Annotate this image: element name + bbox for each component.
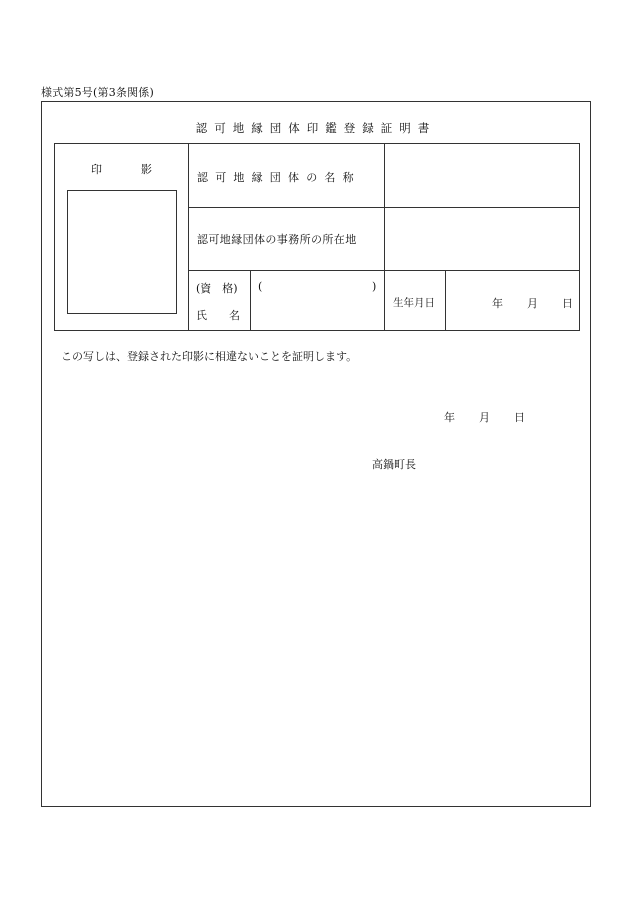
table-divider: [445, 270, 446, 330]
table-divider: [188, 144, 189, 330]
representative-name-label: 氏 名: [196, 309, 240, 322]
birthdate-label: 生年月日: [393, 297, 435, 309]
birthdate-year-label: 年: [492, 297, 503, 310]
issue-month-label: 月: [479, 411, 490, 424]
birthdate-day-label: 日: [562, 297, 573, 310]
issue-date: [444, 409, 525, 425]
seal-impression-label: 印 影: [91, 163, 166, 176]
registration-table: [54, 143, 580, 331]
table-divider: [384, 144, 385, 330]
certificate-frame: [41, 101, 591, 807]
qualification-label: (資 格): [196, 282, 238, 295]
form-number: 様式第5号(第3条関係): [41, 86, 154, 99]
document-title: 認可地縁団体印鑑登録証明書: [195, 121, 437, 135]
office-address-label: 認可地縁団体の事務所の所在地: [197, 233, 357, 246]
certification-statement: この写しは、登録された印影に相違ないことを証明します。: [61, 350, 358, 363]
qualification-paren-close: ): [372, 280, 377, 293]
table-divider: [188, 207, 579, 208]
table-divider: [250, 270, 251, 330]
birthdate-month-label: 月: [527, 297, 538, 310]
seal-impression-box: [67, 190, 177, 314]
issuer-title: 高鍋町長: [372, 458, 416, 471]
issue-day-label: 日: [514, 411, 525, 424]
table-divider: [188, 270, 579, 271]
birthdate-field: [492, 295, 573, 311]
issue-year-label: 年: [444, 411, 455, 424]
organization-name-label: 認可地縁団体の名称: [197, 171, 361, 184]
qualification-paren-open: (: [258, 280, 263, 293]
